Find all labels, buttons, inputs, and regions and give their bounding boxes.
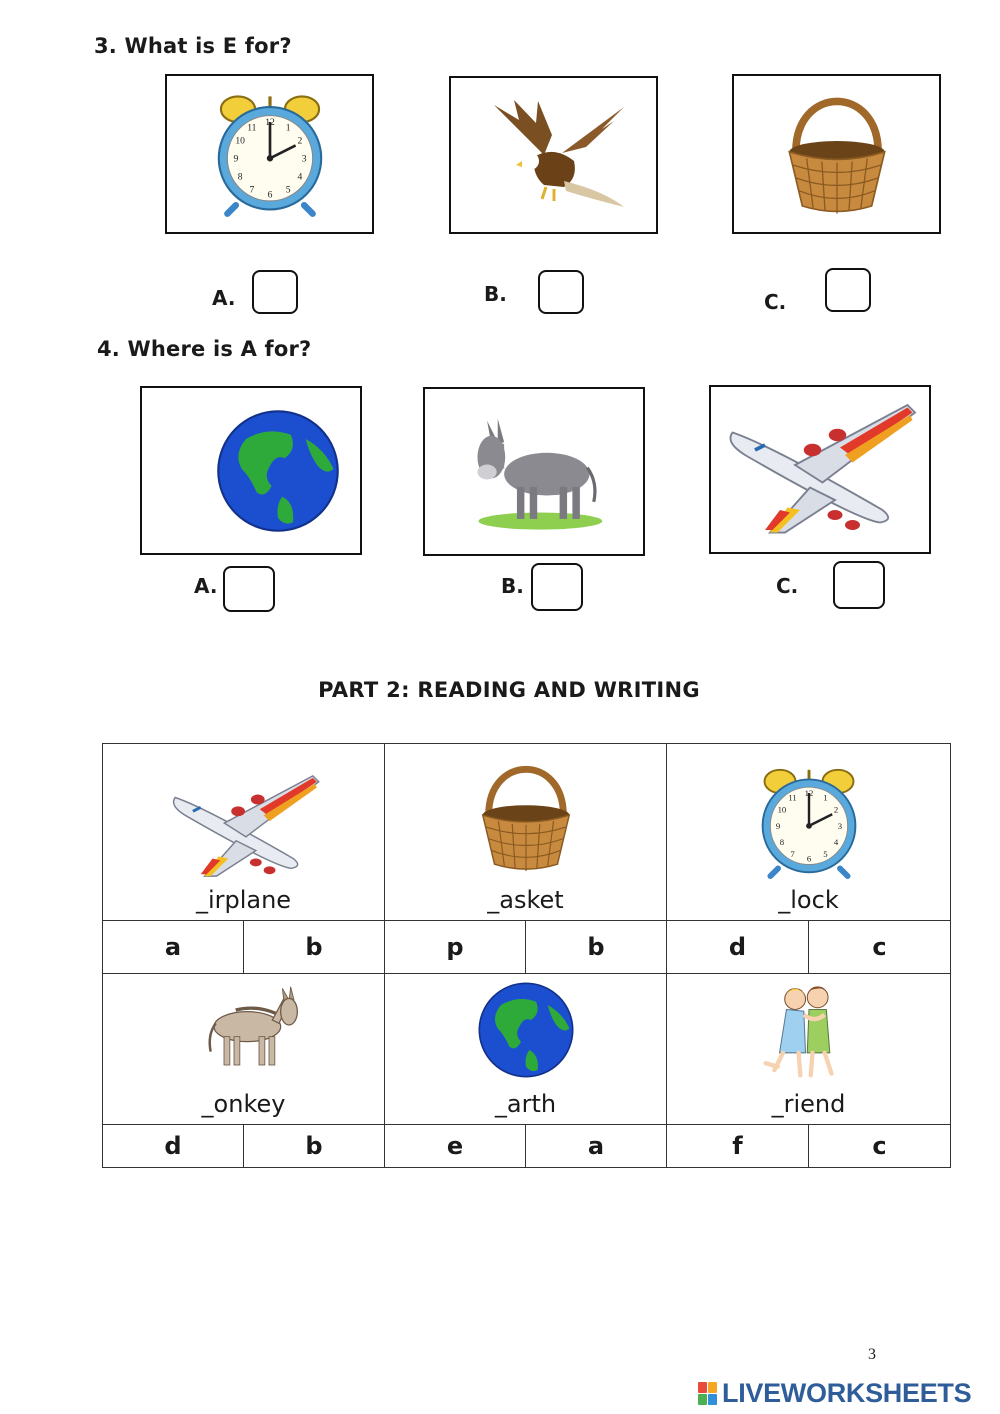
donkey-icon [459, 408, 609, 536]
word-donkey: _onkey [201, 1090, 286, 1118]
q4-option-b-picture [423, 387, 645, 556]
q4-option-c-picture [709, 385, 931, 554]
q3-option-c-picture [732, 74, 941, 234]
donkey-icon [179, 980, 309, 1080]
q4-option-c-label: C. [776, 574, 799, 598]
page-number: 3 [868, 1346, 876, 1363]
q3-option-b-checkbox[interactable] [538, 270, 584, 314]
word-cell-basket [385, 744, 667, 921]
word-cell-donkey [103, 974, 385, 1125]
brand-name: LIVEWORKSHEETS [722, 1378, 972, 1408]
alarm-clock-icon [751, 764, 867, 880]
part-2-title: PART 2: READING AND WRITING [318, 678, 700, 702]
q4-option-b-label: B. [501, 574, 524, 598]
q3-option-c-label: C. [764, 290, 787, 314]
letter-choice[interactable]: b [244, 921, 385, 974]
question-3-title: 3. What is E for? [94, 34, 292, 58]
q4-option-c-checkbox[interactable] [833, 561, 885, 609]
eagle-icon [474, 95, 634, 215]
basket-icon [467, 758, 585, 876]
q4-option-b-checkbox[interactable] [531, 563, 583, 611]
word-cell-clock [667, 744, 951, 921]
word-friend: _riend [771, 1090, 846, 1118]
letter-choice[interactable]: a [103, 921, 244, 974]
letter-choice[interactable]: c [809, 1125, 951, 1168]
two-friends-hugging-icon [757, 980, 861, 1084]
word-cell-earth [385, 974, 667, 1125]
question-4-title: 4. Where is A for? [97, 337, 312, 361]
alarm-clock-icon [206, 90, 334, 218]
earth-globe-icon [472, 980, 580, 1080]
airplane-icon [720, 395, 920, 545]
letter-choice[interactable]: f [667, 1125, 809, 1168]
q3-option-a-checkbox[interactable] [252, 270, 298, 314]
q3-option-c-checkbox[interactable] [825, 268, 871, 312]
airplane-icon [164, 768, 324, 886]
basket-icon [772, 89, 902, 219]
q4-option-a-checkbox[interactable] [223, 566, 275, 612]
word-airplane: _irplane [195, 886, 292, 914]
word-picture-table [102, 743, 951, 1168]
liveworksheets-logo [698, 1378, 971, 1409]
letter-choice[interactable]: b [244, 1125, 385, 1168]
q3-option-b-label: B. [484, 282, 507, 306]
word-earth: _arth [494, 1090, 557, 1118]
word-clock: _lock [778, 886, 839, 914]
q4-option-a-label: A. [194, 574, 218, 598]
word-cell-friend [667, 974, 951, 1125]
letter-choice[interactable]: b [526, 921, 667, 974]
letter-choice[interactable]: d [103, 1125, 244, 1168]
word-basket: _asket [487, 886, 564, 914]
word-cell-airplane [103, 744, 385, 921]
letter-choice[interactable]: c [809, 921, 951, 974]
q3-option-b-picture [449, 76, 658, 234]
q3-option-a-picture [165, 74, 374, 234]
letter-choice[interactable]: e [385, 1125, 526, 1168]
earth-globe-icon [210, 407, 346, 535]
q4-option-a-picture [140, 386, 362, 555]
logo-grid-icon [698, 1382, 717, 1405]
letter-choice[interactable]: d [667, 921, 809, 974]
letter-choice[interactable]: a [526, 1125, 667, 1168]
letter-choice[interactable]: p [385, 921, 526, 974]
q3-option-a-label: A. [212, 286, 236, 310]
